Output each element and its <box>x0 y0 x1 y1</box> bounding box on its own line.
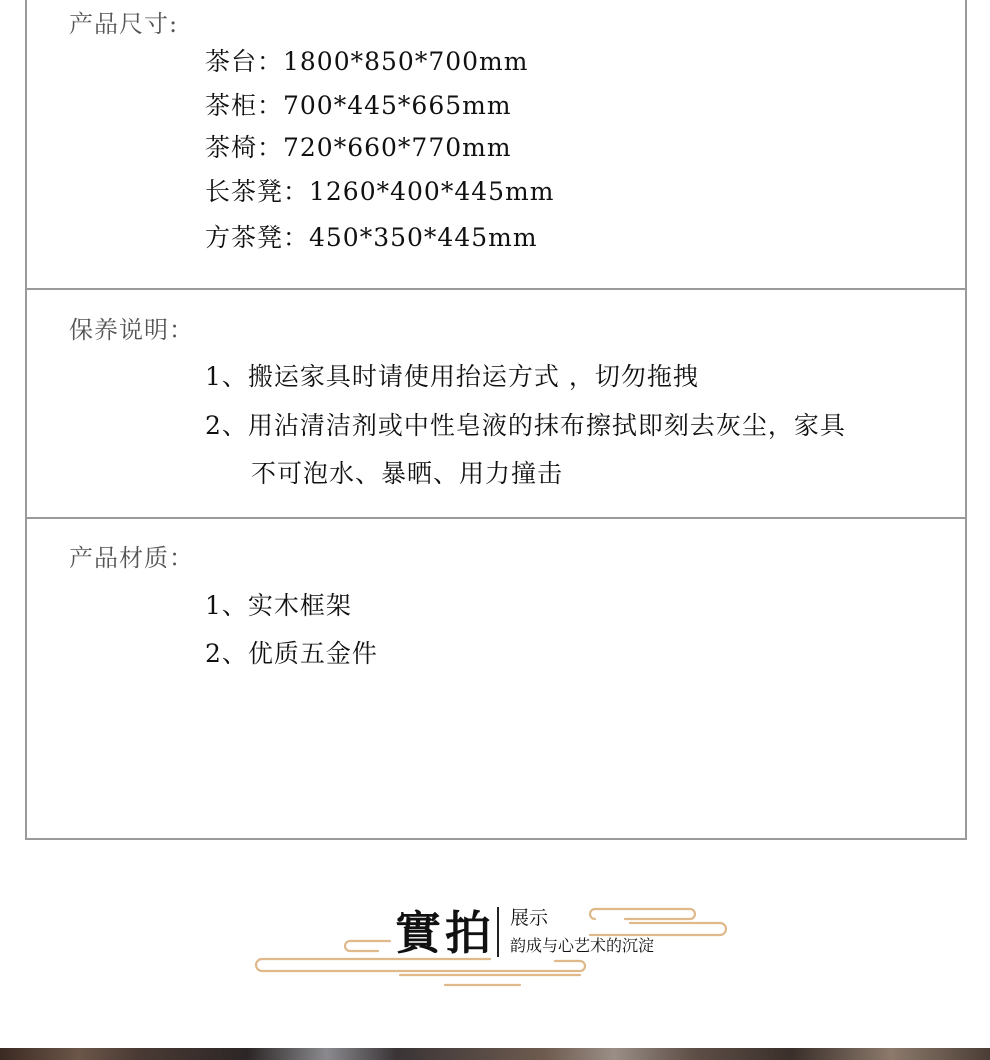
size-item-tea-cabinet: 茶柜：700*445*665mm <box>205 91 512 120</box>
banner-separator <box>497 907 499 957</box>
size-item-tea-chair: 茶椅：720*660*770mm <box>205 133 512 162</box>
divider-2 <box>27 517 965 519</box>
banner-label: 展示 <box>510 907 549 929</box>
banner-slogan: 韵成与心艺术的沉淀 <box>510 936 655 955</box>
photo-banner <box>250 895 740 995</box>
care-section-title: 保养说明： <box>69 316 194 344</box>
size-item-square-stool: 方茶凳：450*350*445mm <box>205 223 538 252</box>
material-item-1: 1、实木框架 <box>205 591 352 620</box>
spec-table <box>25 0 967 840</box>
material-item-2: 2、优质五金件 <box>205 639 378 668</box>
cloud-swirl-decoration <box>250 895 740 995</box>
size-item-tea-table: 茶台：1800*850*700mm <box>205 47 529 76</box>
size-section-title: 产品尺寸: <box>69 10 179 38</box>
care-item-2-cont: 不可泡水、暴晒、用力撞击 <box>251 459 564 488</box>
size-item-long-stool: 长茶凳：1260*400*445mm <box>205 177 555 206</box>
material-section-title: 产品材质： <box>69 544 194 572</box>
care-item-2: 2、用沾清洁剂或中性皂液的抹布擦拭即刻去灰尘，家具 <box>205 411 846 440</box>
divider-1 <box>27 288 965 290</box>
product-photo-edge <box>0 1048 990 1060</box>
care-item-1: 1、搬运家具时请使用抬运方式 ，切勿拖拽 <box>205 362 699 391</box>
banner-title: 實拍 <box>395 906 495 960</box>
